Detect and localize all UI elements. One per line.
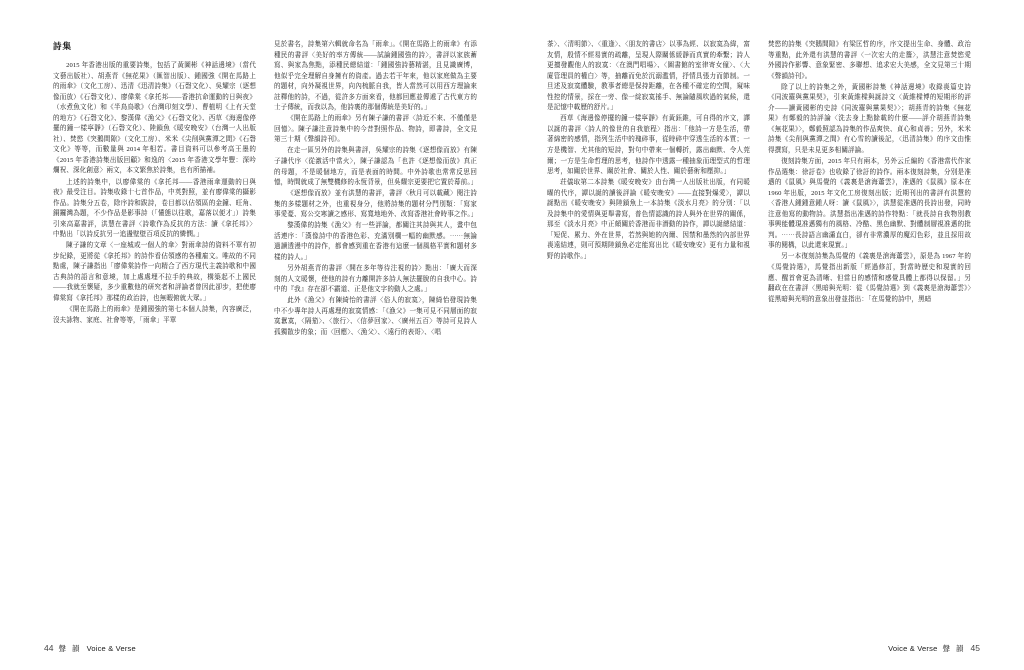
paragraph: 茶〉、〈清明節〉、〈重逢〉、〈朋友的書店〉以事為經、以寂寞為緯，富友情，殷情不經易實的疏離，呈現人際關係緩靜而真實的牽繫；詩人更擅發觀他人的寂寞：〈在澳門唱場〉、〈圖書館的室律寄女僮〉、〈大廈管理員的權白〉等，抽離而免於沉溺濫情，抒情具張力而節制。一旦述及寂寞體驗，教事者總是保持距離，在各種不確定的空間，窺味性控的情景，採在一旁、像一綻寂寞搖手、無論隨風吹過的氣候，還是記憶中載歷的舒片。」 [547, 41, 750, 112]
paragraph: 此外《漁父》有陳綺怡的書評〈俗人的寂寞〉，陳綺怡發現詩集中不少專年詩人再處理的寂寞情感：「《漁父》一集可見不同層面的寂寞囂寞，〈隔笳〉、〈旅行〉、〈信夢回家〉、〈廣州五百〉等詩可見詩人孤獨散步的象；而〈回應〉、〈漁父〉、〈遠行的表哥〉、〈唱 [274, 297, 477, 336]
paragraph: 見於書名，詩集第六輯就命名為「雨傘」。《開在馬路上的雨傘》有添種民的書評〈美好的率方傳統——試論鍾國強的詩〉，書評以家族蓄寫、與家為焦點，添種民總結道：「鍾國強詩藝精湛，且見識廣博，他似乎完全理解自身擁有的資產。過去若干年來，他以家庭做為主要的題材，向外凝視世界，向內梳脈自我，皆人當然可以用西方理論來註釋他的詩，不過，從許多方面來看，他都回應並傳遞了古代東方的士子傳統，而我以為，他詩裏的那個傳統是美好的。」 [274, 41, 477, 112]
folio-right [888, 643, 980, 654]
left-page-number: 44 [44, 643, 54, 653]
right-masthead-cn: 聲 韻 [942, 644, 966, 653]
column-1 [44, 40, 265, 614]
column-3 [538, 40, 759, 614]
paragraph: 黎漢偉的詩集《漁父》有一些評論，都關注其詩與其人，畫中包活連序：「漢像詩中的香港色彩、充滿別櫚一幅的幽默感。⋯⋯無論過讀透漫中的詩作，都會感到重在香港有這麼一個風格平實和題材多樣的詩人。」 [274, 222, 477, 261]
paragraph: 除了以上的詩集之外，黃國彬詩集《神話邊境》收錄喪篇史詩《同波羅與黨果契》，引來黃維樑與誕詩文〈黃維樑博的短期形的評介——讀黃國彬的史詩《同波羅與黨果契》〉；胡燕青的詩集《無花果》有鄭毅的詩評論〈洗去身上點餘載的什麼——評介胡燕青詩集《無花果》〉，鄭毅照認為詩集的作品爽快、貞心和貞善；另外，米米詩集《尖削與黨潭之間》有心雪的讀後記，〈迅清詩集》的序文由惟得撰寫，只是未見更多相關評論。 [768, 83, 971, 154]
column-2 [265, 40, 486, 614]
left-page [0, 0, 512, 614]
right-masthead-en: Voice & Verse [888, 644, 938, 653]
right-page-number: 45 [970, 643, 980, 653]
column-4 [759, 40, 980, 614]
page-title: 詩集 [53, 41, 73, 51]
paragraph: 上述的詩集中，以廖偉棠的《拿托邦——香港雨傘運動的日與夜》最受注目。詩集收錄十七首作品，中英對照，並有廖偉棠的攝影作品。詩集分五卷，除序詩和跋詩，卷目都以佔領區的金鐘、旺角、銅鑼灣為題，不少作品是影事詩（「懂態以往歌，嘉落以便才」）詩集引來高嘉書評，洪慧在書評〈詩歌作為反抗的方法：讀《拿托邦》〉中點出「以詩反抗另一追盪壁壁百項反抗的憐憫。」 [53, 178, 256, 239]
paragraph: 在走一區另外的詩集與書評，吳耀宗的詩集《逐想像而放》有陳子謙代序〈從激活中當火〉，陳子謙認為「也許《逐想像而放》真正的母題，不是暖個地方，而是表面的時間。中外詩歌也常常反思回憶，時間就成了無雙機修的永恆背景，但吳耀宗更要把它置於幕前。」 [274, 147, 478, 187]
paragraph: 2015 年香港出版的重要詩集，包括了黃圖彬《神話邊境》（當代文藝出版社）、胡燕青《無花果》（匯智出版）、鍾國強《開在馬路上的雨傘》（文化工房）、迅清《迅清詩集》（石磬文化）、吳耀宗（逐想像而放）《石磬文化）、廖偉棠《拿托邦——香港抗命運動的日與夜》（水煮魚文化）和《半鳥鳥歌》（台灣印刻文學）、曹植明《上有天堂的地方》《石磬文化》、黎漢偉《漁父》《石磬文化》、西草《海邊像停擺的鐘一樣寧靜》（石磬文化）、陸鎖魚《暖安晚安》（台灣一人出版社）、焚慾《突鵝間隙》（文化工房）、米米《尖削與黨潭之間》《石磬文化》等等，而數量與 2014 年相若。書目資料可以參考高王墨的《2015 年香港詩集出版回顧》和逸的〈2015 年香港文學年豐：深吟爛祝、深化創意〉兩文，本文繁焦於詩集，也有所描補。 [53, 62, 256, 175]
left-masthead-cn: 聲 韻 [58, 644, 82, 653]
page-footer [0, 614, 1024, 670]
left-masthead-en: Voice & Verse [86, 644, 136, 653]
folio-left [44, 643, 136, 654]
paragraph: 復刻詩集方面，2015 年只有兩本，另外云丘編的《香港當代作家作品選集：徐訏卷》也收錄了徐訏的詩作。兩本復刻詩集，分別是准邁的《鼠風》與馬覺的《義裏是滄海蕭雲》，准邁的《鼠風》原本在 1960 年出版，2015 年文化工房復刻出版；近期刊出的書評有洪慧的〈香港人鍾鍾意鍾人呀：讀《鼠風》〉，洪慧從准邁的長詩出發，同時注意他寫的動物詩。洪慧指出准邁的詩作特點：「就長詩自我物別教事興能體現准邁獨有的風格、冷酷、黑色幽默、對體制層視准邁的批判。⋯⋯長詩語言幽瀟直白，卻有非常濃厚的魔幻色彩，並且採用故事的閱構，以此還來現實。」 [768, 158, 971, 250]
right-page [512, 0, 1024, 614]
paragraph: 荘儀取第二本詩集《暖安晚安》由台灣一人出版社出版，有同暖曜的代序，譚以誕的讀後評論《暖安晚安》——直接對爆愛〉，譚以誕點出《暖安晚安》與陸鎖魚上一本詩集《淡水月亮》的分別：「以及詩集中的愛情與更舉書寫，普色情認識的詩人與外在世界的關係，那至《淡水月亮》中正頗關於香港而非潛動的詩作，譚以誕總結道：「短促、累力、外在世界，若然與她的內爾、因禁和墨然的內部世界喪遠結連，則可預期陸鎖魚必定能寫出比《暖安晚安》更有力量和視野的詩歌作。」 [547, 179, 750, 260]
paragraph: 另外胡燕青的書評〈開在多年等待注視的詩〉點出：「廣大而深刻的人文暖懷，使他的詩有力離開許多詩人無法擺脫的自我中心。詩中的『我』存在卻不霸道、正是他文字的動人之處。」 [274, 264, 477, 294]
paragraph: 《開在馬路上的雨傘》另有陳子謙的書評〈詩近不來、不僅僅是回憶〉。陳子謙注意詩集中的今昔對照作品、物詩，即書詩，全文見第三十期《聲韻詩刊》。 [274, 115, 477, 144]
paragraph: 西草《海邊像停擺的鐘一樣寧靜》有黃鈺錐，可自得的序文，譯以誕的書評〈詩人的像世的自我旅程〉指出：「他詩一方是生活，帶著綿密的感情，指列生活中的瑰碎事，從時碎中穿透生活的本質；一方是機智、尤其他的短詩，對句中帶來一個轉折，露出幽默、令人莞爾；一方是生命哲理的思考，他詩作中透露一種抽象而理型式的哲理思考，如關於世界、關於社會、關於人性、關於藝術和壓抑。」 [547, 115, 750, 176]
paragraph: 《逐想像而放》並有洪慧的書評，書評〈秋月可以載藏〉閱注詩集的多樣題材之外，也重視身分，他將詩集的題材分門別類：「寫家事愛憂、寫公交寒讀之感形、寫寬地地外、改寫香港社會時事之作。」 [274, 190, 478, 219]
paragraph: 焚慾的詩集《突鵝間隙》有梁匡哲的序，序文提出生命、身體、政治等重點，此外還有洪慧的書評〈一次宏大的走簷〉，洪慧注意焚慾愛外國詩作影響、意象緊密、多聯想、追求宏大美感，全文見第三十期《聲韻詩刊》。 [768, 41, 971, 80]
paragraph: 陳子謙的文章〈一座城或一個人的傘〉對雨傘詩的資料不單有初步紀錄，更將從《拿托邦》的詩作看佔領感的各種雇文。唯故的不同點處，陳子謙指出「廖偉棠詩作一向精合了西方現代主義詩歌和中國古典詩的語言和意境，加上處處埋不拉手的典故，構築起不上國民——我就至懷疑，多少重數他的研究者和評論者曾因此卻步，把使廖偉棠寫《拿托邦》那樣的政治詩，也無暇俯就大眾。」 [53, 242, 256, 303]
paragraph: 《開在馬路上的雨傘》是鍾國強的第七本個人詩集，內容廣泛，沒夫詠物、家庭、社會等等，「雨傘」平單 [53, 306, 256, 324]
paragraph: 另一本復刻詩集為馬覺的《義裏是滄海蕭雲》，原是為 1967 年的《馬覺詩選》，馬覺指出新版「經過修訂，對當時歷史和現實的回應、醒首會更為清晰、但當日的感情和感覺具體上都得以保留。」另翻政在在書評〈黑暗與光明：從《馬覺詩選》到《義裏是滄海蕭雲》〉從黑暗與光明的意象出發並指出：「在馬覺的詩中，黑暗 [768, 253, 971, 303]
